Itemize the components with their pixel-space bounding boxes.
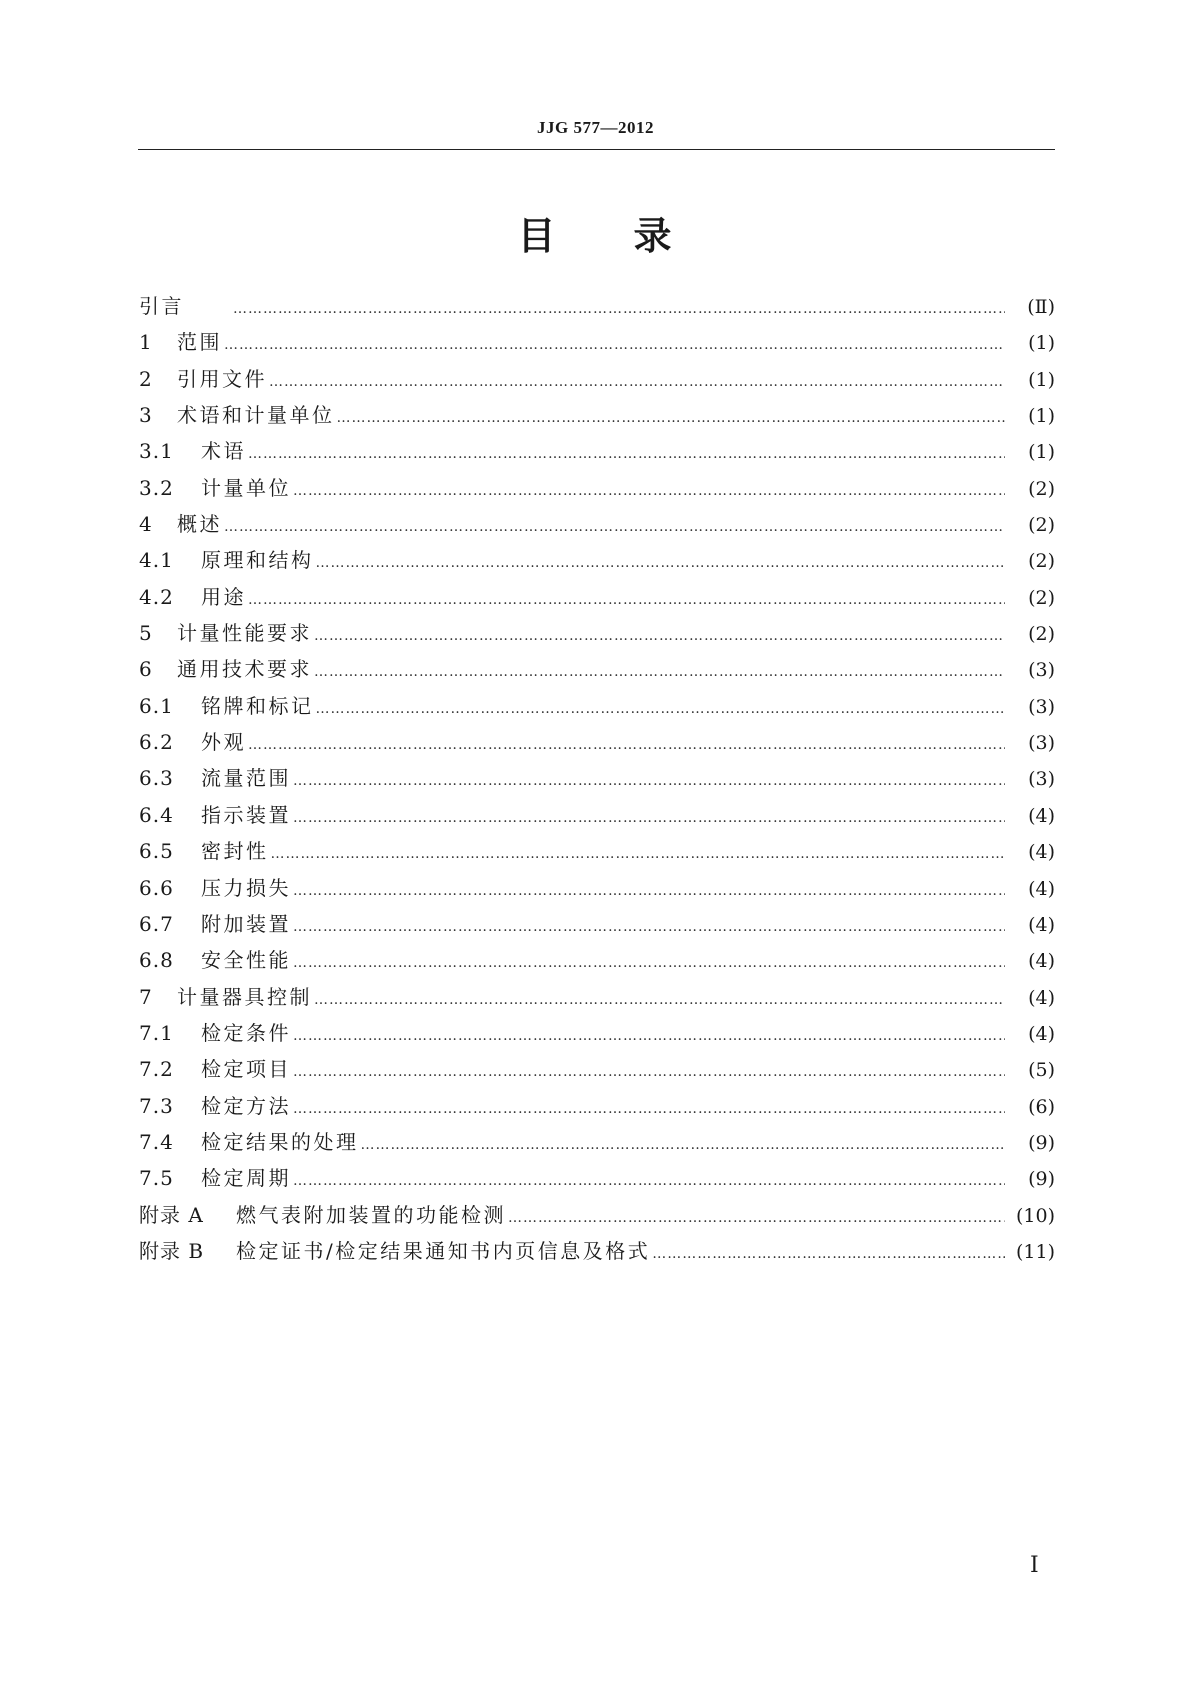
- toc-entry-number: 6.3: [139, 766, 174, 791]
- toc-entry-label: 用途: [201, 584, 246, 609]
- toc-entry-page: (1): [1028, 441, 1055, 464]
- page-number: Ⅰ: [1030, 1552, 1039, 1577]
- toc-entry-number: 6.4: [139, 802, 174, 827]
- toc-entry-page: (4): [1028, 1022, 1055, 1045]
- toc-entry-3[interactable]: [139, 397, 1055, 433]
- toc-entry-page: (9): [1028, 1131, 1055, 1154]
- toc-entry-label: 术语: [201, 439, 246, 464]
- leader-dots: [293, 800, 1005, 836]
- toc-entry-number: 7.4: [139, 1129, 174, 1154]
- toc-entry-6-1[interactable]: [139, 688, 1055, 724]
- toc-entry-page: (4): [1028, 804, 1055, 827]
- toc-entry-page: (4): [1028, 841, 1055, 864]
- toc-entry-label: 引言: [139, 294, 184, 318]
- toc-entry-number: 附录 A: [139, 1202, 204, 1227]
- toc-entry-label: 检定证书/检定结果通知书内页信息及格式: [236, 1238, 651, 1263]
- toc-entry-number: 4: [139, 512, 153, 537]
- toc-entry-7-4[interactable]: [139, 1124, 1055, 1160]
- leader-dots: [316, 545, 1006, 581]
- toc-entry-label: 计量性能要求: [177, 621, 312, 646]
- toc-entry-number: 4.1: [139, 548, 174, 573]
- header-divider: [138, 149, 1055, 150]
- toc-entry-page: (2): [1028, 477, 1055, 500]
- toc-entry-page: (4): [1028, 986, 1055, 1009]
- toc-entry-page: (2): [1028, 586, 1055, 609]
- leader-dots: [314, 982, 1005, 1018]
- leader-dots: [269, 364, 1005, 400]
- toc-entry-label: 检定周期: [201, 1166, 291, 1191]
- toc-entry-label: 概述: [177, 512, 222, 537]
- toc-entry-label: 计量单位: [201, 475, 291, 500]
- toc-entry-4[interactable]: [139, 506, 1055, 542]
- leader-dots: [293, 1163, 1005, 1199]
- leader-dots: [248, 582, 1005, 618]
- toc-entry-number: 7.2: [139, 1057, 174, 1082]
- leader-dots: [314, 654, 1005, 690]
- toc-entry-6-3[interactable]: [139, 760, 1055, 796]
- toc-entry-page: (3): [1028, 768, 1055, 791]
- toc-entry-3-1[interactable]: [139, 433, 1055, 469]
- leader-dots: [293, 1091, 1005, 1127]
- toc-entry-number: 4.2: [139, 584, 174, 609]
- toc-entry-4-1[interactable]: [139, 542, 1055, 578]
- toc-entry-page: (2): [1028, 514, 1055, 537]
- toc-entry-label: 燃气表附加装置的功能检测: [236, 1202, 506, 1227]
- toc-entry-label: 安全性能: [201, 948, 291, 973]
- toc-entry-label: 原理和结构: [201, 548, 314, 573]
- leader-dots: [293, 763, 1005, 799]
- toc-entry-page: (4): [1028, 913, 1055, 936]
- leader-dots: [508, 1200, 1005, 1236]
- leader-dots: [271, 836, 1006, 872]
- toc-entry-3-2[interactable]: [139, 470, 1055, 506]
- page-title-char-1: 目: [517, 214, 558, 258]
- toc-entry-label: 流量范围: [201, 766, 291, 791]
- toc-entry-label: 检定项目: [201, 1057, 291, 1082]
- toc-entry-label: 压力损失: [201, 875, 291, 900]
- toc-entry-page: (1): [1028, 368, 1055, 391]
- toc-entry-number: 6.2: [139, 730, 174, 755]
- toc-entry-number: 6.5: [139, 839, 174, 864]
- toc-entry-7-3[interactable]: [139, 1088, 1055, 1124]
- toc-entry-page: (6): [1028, 1095, 1055, 1118]
- toc-entry-6-6[interactable]: [139, 870, 1055, 906]
- toc-entry-number: 6: [139, 657, 153, 682]
- leader-dots: [293, 945, 1005, 981]
- toc-entry-number: 3: [139, 403, 153, 428]
- toc-entry-label: 附加装置: [201, 911, 291, 936]
- toc-entry-label: 术语和计量单位: [177, 403, 335, 428]
- toc-entry-number: 3.2: [139, 475, 174, 500]
- leader-dots: [316, 691, 1006, 727]
- toc-entry-number: 2: [139, 366, 153, 391]
- toc-entry-label: 检定条件: [201, 1020, 291, 1045]
- leader-dots: [652, 1236, 1005, 1272]
- toc-entry-page: (2): [1028, 623, 1055, 646]
- toc-entry-label: 密封性: [201, 839, 269, 864]
- toc-entry-number: 6.8: [139, 948, 174, 973]
- toc-entry-page: (4): [1028, 950, 1055, 973]
- toc-entry-number: 3.1: [139, 439, 174, 464]
- leader-dots: [293, 1018, 1005, 1054]
- toc-entry-page: (3): [1028, 732, 1055, 755]
- toc-entry-page: (3): [1028, 659, 1055, 682]
- toc-entry-6[interactable]: [139, 651, 1055, 687]
- toc-entry-1[interactable]: [139, 324, 1055, 360]
- toc-entry-page: (4): [1028, 877, 1055, 900]
- leader-dots: [314, 618, 1005, 654]
- toc-entry-label: 范围: [177, 330, 222, 355]
- toc-entry-page: (2): [1028, 550, 1055, 573]
- toc-entry-2[interactable]: [139, 361, 1055, 397]
- toc-entry-number: 1: [139, 330, 153, 355]
- leader-dots: [361, 1127, 1006, 1163]
- toc-entry-page: (1): [1028, 405, 1055, 428]
- toc-entry-number: 7: [139, 984, 153, 1009]
- toc-entry-7-5[interactable]: [139, 1160, 1055, 1196]
- toc-entry-7-2[interactable]: [139, 1051, 1055, 1087]
- toc-entry-number: 7.1: [139, 1020, 174, 1045]
- leader-dots: [293, 473, 1005, 509]
- document-code: JJG 577—2012: [537, 118, 654, 137]
- toc-entry-appendix-a[interactable]: [139, 1197, 1055, 1233]
- toc-entry-label: 检定结果的处理: [201, 1129, 359, 1154]
- toc-entry-6-7[interactable]: [139, 906, 1055, 942]
- toc-entry-6-8[interactable]: [139, 942, 1055, 978]
- toc-entry-6-5[interactable]: [139, 833, 1055, 869]
- toc-entry-7[interactable]: [139, 979, 1055, 1015]
- leader-dots: [293, 873, 1005, 909]
- table-of-contents: [139, 288, 1055, 1269]
- toc-entry-number: 7.3: [139, 1093, 174, 1118]
- toc-entry-number: 6.7: [139, 911, 174, 936]
- toc-entry-page: (10): [1015, 1204, 1055, 1227]
- toc-entry-label: 指示装置: [201, 802, 291, 827]
- toc-entry-4-2[interactable]: [139, 579, 1055, 615]
- toc-entry-label: 外观: [201, 730, 246, 755]
- toc-entry-page: (1): [1028, 332, 1055, 355]
- page-title: [0, 205, 1191, 260]
- leader-dots: [248, 727, 1005, 763]
- toc-entry-number: 附录 B: [139, 1238, 205, 1263]
- toc-entry-page: (11): [1015, 1240, 1055, 1263]
- leader-dots: [337, 400, 1006, 436]
- toc-entry-foreword[interactable]: [139, 288, 1055, 324]
- leader-dots: [293, 1054, 1005, 1090]
- toc-entry-page: (9): [1028, 1168, 1055, 1191]
- toc-entry-6-4[interactable]: [139, 797, 1055, 833]
- toc-entry-number: 7.5: [139, 1166, 174, 1191]
- toc-entry-page: (5): [1028, 1059, 1055, 1082]
- toc-entry-label: 引用文件: [177, 366, 267, 391]
- toc-entry-5[interactable]: [139, 615, 1055, 651]
- toc-entry-label: 检定方法: [201, 1093, 291, 1118]
- page-title-char-2: 录: [633, 214, 674, 258]
- leader-dots: [224, 509, 1005, 545]
- toc-entry-label: 铭牌和标记: [201, 693, 314, 718]
- toc-entry-7-1[interactable]: [139, 1015, 1055, 1051]
- leader-dots: [224, 327, 1005, 363]
- leader-dots: [233, 291, 1005, 327]
- toc-entry-number: 5: [139, 621, 153, 646]
- toc-entry-number: 6.6: [139, 875, 174, 900]
- toc-entry-page: (Ⅱ): [1027, 296, 1055, 318]
- leader-dots: [293, 909, 1005, 945]
- toc-entry-number: 6.1: [139, 693, 174, 718]
- toc-entry-6-2[interactable]: [139, 724, 1055, 760]
- leader-dots: [248, 436, 1005, 472]
- toc-entry-label: 计量器具控制: [177, 984, 312, 1009]
- toc-entry-appendix-b[interactable]: [139, 1233, 1055, 1269]
- toc-entry-label: 通用技术要求: [177, 657, 312, 682]
- toc-entry-page: (3): [1028, 695, 1055, 718]
